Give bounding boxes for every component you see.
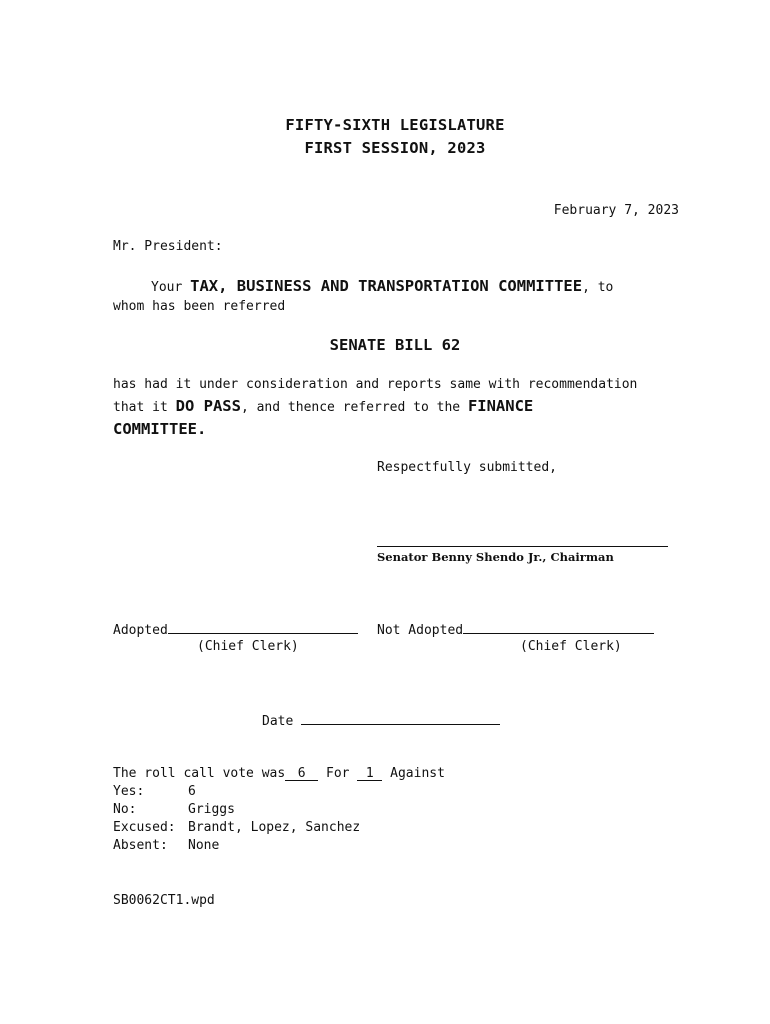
signatory-name: Senator Benny Shendo Jr., Chairman [377, 550, 614, 564]
against-label: Against [390, 766, 445, 781]
your-text: Your [151, 280, 183, 295]
report-line-3: has had it under consideration and reports same with recommendation [113, 377, 638, 392]
adopted-signature-line [168, 621, 358, 634]
session-heading: FIRST SESSION, 2023 [304, 139, 486, 157]
that-it-text: that it [113, 400, 168, 415]
adopted-label: Adopted [113, 623, 168, 638]
vote-no-label: No: [113, 802, 137, 817]
report-line-2: whom has been referred [113, 299, 286, 314]
finance-text: FINANCE [467, 397, 534, 415]
report-line-5 [113, 420, 206, 438]
vote-yes-label: Yes: [113, 784, 145, 799]
roll-call-line [113, 766, 445, 781]
report-line-4 [113, 397, 533, 415]
finance-committee-text: COMMITTEE [113, 420, 197, 438]
vote-absent-value: None [188, 838, 220, 853]
committee-name: TAX, BUSINESS AND TRANSPORTATION COMMITTEE [190, 277, 583, 295]
not-adopted-clerk-label: (Chief Clerk) [520, 639, 622, 654]
comma-to-text: , to [582, 280, 614, 295]
not-adopted-label: Not Adopted [377, 623, 464, 638]
date-label: Date [262, 714, 294, 729]
adopted-row [113, 621, 358, 638]
closing: Respectfully submitted, [377, 460, 558, 475]
not-adopted-row [377, 621, 654, 638]
vote-absent-label: Absent: [113, 838, 168, 853]
date-row [262, 712, 500, 729]
vote-yes-value: 6 [188, 784, 196, 799]
salutation: Mr. President: [113, 239, 223, 254]
not-adopted-signature-line [463, 621, 654, 634]
period-text: . [197, 420, 207, 438]
report-line-1 [151, 277, 613, 295]
roll-call-prefix: The roll call vote was [113, 766, 286, 781]
for-label: For [326, 766, 350, 781]
adopted-clerk-label: (Chief Clerk) [197, 639, 299, 654]
bill-title: SENATE BILL 62 [329, 336, 461, 354]
file-name: SB0062CT1.wpd [113, 893, 215, 908]
report-date: February 7, 2023 [553, 203, 679, 218]
against-count: 1 [357, 767, 382, 781]
legislature-heading: FIFTY-SIXTH LEGISLATURE [285, 116, 505, 134]
vote-excused-label: Excused: [113, 820, 176, 835]
do-pass-recommendation: DO PASS [175, 397, 241, 415]
date-signature-line [301, 712, 500, 725]
vote-excused-value: Brandt, Lopez, Sanchez [188, 820, 361, 835]
signature-line [377, 546, 668, 547]
for-count: 6 [285, 767, 318, 781]
thence-text: , and thence referred to the [240, 400, 461, 415]
vote-no-value: Griggs [188, 802, 235, 817]
